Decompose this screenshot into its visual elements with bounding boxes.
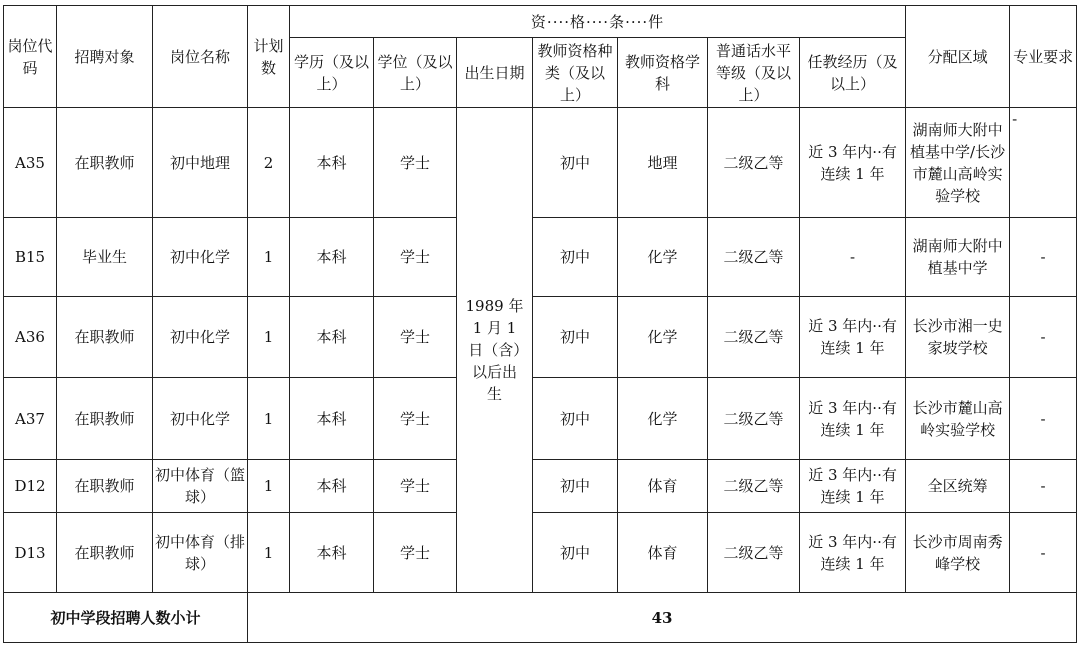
cell-education: 本科 bbox=[290, 108, 374, 218]
cell-code: B15 bbox=[4, 218, 57, 297]
summary-total: 43 bbox=[248, 593, 1077, 643]
cell-region: 湖南师大附中植基中学 bbox=[906, 218, 1010, 297]
cell-experience: - bbox=[800, 218, 906, 297]
cell-education: 本科 bbox=[290, 218, 374, 297]
cell-code: A35 bbox=[4, 108, 57, 218]
cell-education: 本科 bbox=[290, 513, 374, 593]
cell-degree: 学士 bbox=[374, 460, 457, 513]
header-row-1 bbox=[4, 6, 1077, 38]
table-row bbox=[4, 218, 1077, 297]
cell-code: A37 bbox=[4, 378, 57, 460]
cell-degree: 学士 bbox=[374, 108, 457, 218]
cell-cert-type: 初中 bbox=[533, 378, 618, 460]
cell-post-name: 初中体育（排球） bbox=[153, 513, 248, 593]
table-row bbox=[4, 513, 1077, 593]
header-post-name: 岗位名称 bbox=[153, 6, 248, 108]
cell-cert-subject: 地理 bbox=[618, 108, 708, 218]
header-mandarin: 普通话水平等级（及以上） bbox=[708, 38, 800, 108]
cell-experience: 近 3 年内··有连续 1 年 bbox=[800, 460, 906, 513]
header-post-code: 岗位代码 bbox=[4, 6, 57, 108]
summary-row bbox=[4, 593, 1077, 643]
cell-count: 1 bbox=[248, 218, 290, 297]
cell-cert-type: 初中 bbox=[533, 218, 618, 297]
cell-post-name: 初中体育（篮球） bbox=[153, 460, 248, 513]
header-cert-type: 教师资格种类（及以上） bbox=[533, 38, 618, 108]
cell-experience: 近 3 年内··有连续 1 年 bbox=[800, 108, 906, 218]
cell-target: 在职教师 bbox=[57, 378, 153, 460]
cell-experience: 近 3 年内··有连续 1 年 bbox=[800, 297, 906, 378]
cell-mandarin: 二级乙等 bbox=[708, 513, 800, 593]
header-target: 招聘对象 bbox=[57, 6, 153, 108]
cell-experience: 近 3 年内··有连续 1 年 bbox=[800, 378, 906, 460]
cell-experience: 近 3 年内··有连续 1 年 bbox=[800, 513, 906, 593]
cell-degree: 学士 bbox=[374, 297, 457, 378]
recruitment-table bbox=[3, 5, 1077, 643]
cell-post-name: 初中地理 bbox=[153, 108, 248, 218]
cell-target: 在职教师 bbox=[57, 460, 153, 513]
table-row bbox=[4, 297, 1077, 378]
cell-mandarin: 二级乙等 bbox=[708, 218, 800, 297]
cell-cert-subject: 体育 bbox=[618, 513, 708, 593]
cell-birth-requirement: 1989 年 1 月 1 日（含）以后出生 bbox=[457, 108, 533, 593]
table-row bbox=[4, 378, 1077, 460]
cell-degree: 学士 bbox=[374, 513, 457, 593]
cell-count: 1 bbox=[248, 378, 290, 460]
cell-cert-subject: 化学 bbox=[618, 218, 708, 297]
cell-cert-type: 初中 bbox=[533, 108, 618, 218]
cell-mandarin: 二级乙等 bbox=[708, 297, 800, 378]
cell-major: - bbox=[1010, 513, 1077, 593]
cell-cert-subject: 化学 bbox=[618, 378, 708, 460]
cell-cert-type: 初中 bbox=[533, 297, 618, 378]
cell-post-name: 初中化学 bbox=[153, 218, 248, 297]
cell-degree: 学士 bbox=[374, 378, 457, 460]
cell-count: 1 bbox=[248, 513, 290, 593]
cell-region: 长沙市湘一史家坡学校 bbox=[906, 297, 1010, 378]
cell-count: 1 bbox=[248, 460, 290, 513]
header-major: 专业要求 bbox=[1010, 6, 1077, 108]
cell-target: 在职教师 bbox=[57, 513, 153, 593]
cell-cert-subject: 体育 bbox=[618, 460, 708, 513]
cell-mandarin: 二级乙等 bbox=[708, 378, 800, 460]
cell-education: 本科 bbox=[290, 460, 374, 513]
summary-label: 初中学段招聘人数小计 bbox=[4, 593, 248, 643]
cell-post-name: 初中化学 bbox=[153, 297, 248, 378]
cell-region: 长沙市麓山高岭实验学校 bbox=[906, 378, 1010, 460]
cell-code: A36 bbox=[4, 297, 57, 378]
cell-education: 本科 bbox=[290, 378, 374, 460]
header-qualification-group: 资····格····条····件 bbox=[290, 6, 906, 38]
cell-region: 全区统筹 bbox=[906, 460, 1010, 513]
header-experience: 任教经历（及以上） bbox=[800, 38, 906, 108]
cell-major: - bbox=[1010, 108, 1077, 218]
header-cert-subject: 教师资格学科 bbox=[618, 38, 708, 108]
header-birth-date: 出生日期 bbox=[457, 38, 533, 108]
cell-region: 湖南师大附中植基中学/长沙市麓山高岭实验学校 bbox=[906, 108, 1010, 218]
cell-cert-type: 初中 bbox=[533, 513, 618, 593]
cell-region: 长沙市周南秀峰学校 bbox=[906, 513, 1010, 593]
cell-mandarin: 二级乙等 bbox=[708, 108, 800, 218]
cell-count: 2 bbox=[248, 108, 290, 218]
cell-major: - bbox=[1010, 297, 1077, 378]
table-row bbox=[4, 460, 1077, 513]
header-region: 分配区域 bbox=[906, 6, 1010, 108]
cell-count: 1 bbox=[248, 297, 290, 378]
table-row bbox=[4, 108, 1077, 218]
cell-post-name: 初中化学 bbox=[153, 378, 248, 460]
cell-cert-type: 初中 bbox=[533, 460, 618, 513]
header-degree: 学位（及以上） bbox=[374, 38, 457, 108]
cell-cert-subject: 化学 bbox=[618, 297, 708, 378]
cell-education: 本科 bbox=[290, 297, 374, 378]
cell-degree: 学士 bbox=[374, 218, 457, 297]
cell-major: - bbox=[1010, 460, 1077, 513]
cell-major: - bbox=[1010, 218, 1077, 297]
header-education: 学历（及以上） bbox=[290, 38, 374, 108]
cell-target: 在职教师 bbox=[57, 297, 153, 378]
cell-mandarin: 二级乙等 bbox=[708, 460, 800, 513]
cell-code: D12 bbox=[4, 460, 57, 513]
cell-target: 在职教师 bbox=[57, 108, 153, 218]
cell-major: - bbox=[1010, 378, 1077, 460]
cell-target: 毕业生 bbox=[57, 218, 153, 297]
header-plan-count: 计划数 bbox=[248, 6, 290, 108]
cell-code: D13 bbox=[4, 513, 57, 593]
